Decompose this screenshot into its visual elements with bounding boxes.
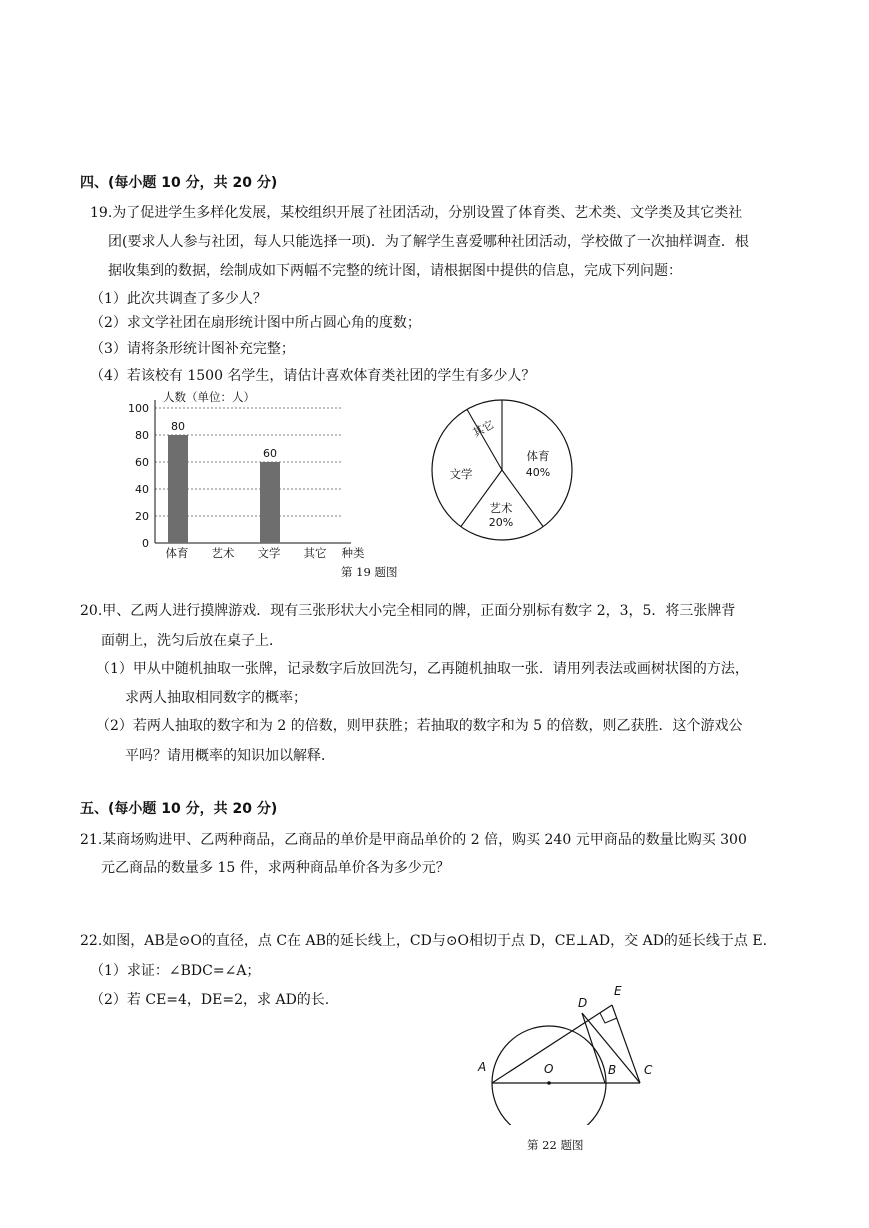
pie-label-other: 其它 [470,418,497,440]
x-tick-label: 体育 [165,546,189,560]
q19-sub-2: （2）求文学社团在扇形统计图中所占圆心角的度数； [90,315,421,331]
y-tick-label: 20 [135,510,149,523]
label-b: B [608,1063,617,1077]
q20-line-2: 面朝上，洗匀后放在桌子上． [101,633,283,649]
y-tick-label: 100 [128,402,149,415]
pie-percent-sports: 40% [525,466,551,479]
q20-line-1: 20.甲、乙两人进行摸牌游戏．现有三张形状大小完全相同的牌，正面分别标有数字 2，3，5．将三张牌背 [80,603,736,619]
bar-chart-ylabel: 人数（单位：人） [163,390,255,404]
q22-geometry-figure [470,975,670,1125]
pie-label-art: 艺术 [489,501,513,515]
pie-label-sports: 体育 [526,449,550,463]
label-d: D [578,996,588,1010]
q19-figure-caption: 第 19 题图 [341,565,398,579]
pie-label-literature: 文学 [449,467,473,481]
pie-percent-art: 20% [488,516,514,529]
q19-line-3: 据收集到的数据，绘制成如下两幅不完整的统计图，请根据图中提供的信息，完成下列问题： [108,263,682,279]
x-tick-label: 文学 [257,546,281,560]
q20-sub-2-line-1: （2）若两人抽取的数字和为 2 的倍数，则甲获胜；若抽取的数字和为 5 的倍数，则乙获胜．这个游戏公 [96,718,743,734]
q19-sub-3: （3）请将条形统计图补充完整； [90,341,295,357]
right-angle-mark [600,1013,617,1023]
section-4-heading: 四、(每小题 10 分，共 20 分) [80,175,278,191]
q19-sub-4: （4）若该校有 1500 名学生，请估计喜欢体育类社团的学生有多少人？ [90,368,536,384]
y-tick-label: 60 [135,456,149,469]
pie-chart [420,380,590,560]
section-5-heading: 五、(每小题 10 分，共 20 分) [80,801,278,817]
q22-figure-caption: 第 22 题图 [527,1138,584,1152]
x-axis-label: 种类 [341,546,365,560]
q20-sub-1-line-1: （1）甲从中随机抽取一张牌，记录数字后放回洗匀，乙再随机抽取一张．请用列表法或画树状图的方法， [96,661,749,677]
q19-line-2: 团(要求人人参与社团，每人只能选择一项)．为了解学生喜爱哪种社团活动，学校做了一次抽样调查．根 [108,234,749,250]
label-a: A [478,1060,487,1074]
bar-chart [115,385,395,565]
q19-line-1: 19.为了促进学生多样化发展，某校组织开展了社团活动，分别设置了体育类、艺术类、文学类及其它类社 [90,205,743,221]
y-tick-label: 40 [135,483,149,496]
bar-data-label: 80 [171,420,185,433]
label-c: C [644,1063,653,1077]
q19-sub-1: （1）此次共调查了多少人？ [90,291,267,307]
q20-sub-1-line-2: 求两人抽取相同数字的概率； [125,690,307,706]
label-e: E [614,984,622,998]
bar-data-label: 60 [263,447,277,460]
x-tick-label: 艺术 [211,546,235,560]
label-o: O [544,1062,554,1076]
q21-line-1: 21.某商场购进甲、乙两种商品，乙商品的单价是甲商品单价的 2 倍，购买 240 元甲商品的数量比购买 300 [80,832,747,848]
q22-line-1: 22.如图，AB是⊙O的直径，点 C在 AB的延长线上，CD与⊙O相切于点 D，CE⊥AD，交 AD的延长线于点 E. [80,933,768,949]
y-tick-label: 0 [142,537,149,550]
x-tick-label: 其它 [303,546,327,560]
y-tick-label: 80 [135,429,149,442]
line-db [582,1013,605,1083]
bar-文学 [260,462,280,543]
center-point [547,1081,551,1085]
q21-line-2: 元乙商品的数量多 15 件，求两种商品单价各为多少元？ [101,860,450,876]
q22-sub-2: （2）若 CE=4，DE=2，求 AD的长. [90,992,330,1008]
q20-sub-2-line-2: 平吗？请用概率的知识加以解释． [125,748,335,764]
bar-体育 [168,435,188,543]
q22-sub-1: （1）求证：∠BDC=∠A； [90,963,261,979]
